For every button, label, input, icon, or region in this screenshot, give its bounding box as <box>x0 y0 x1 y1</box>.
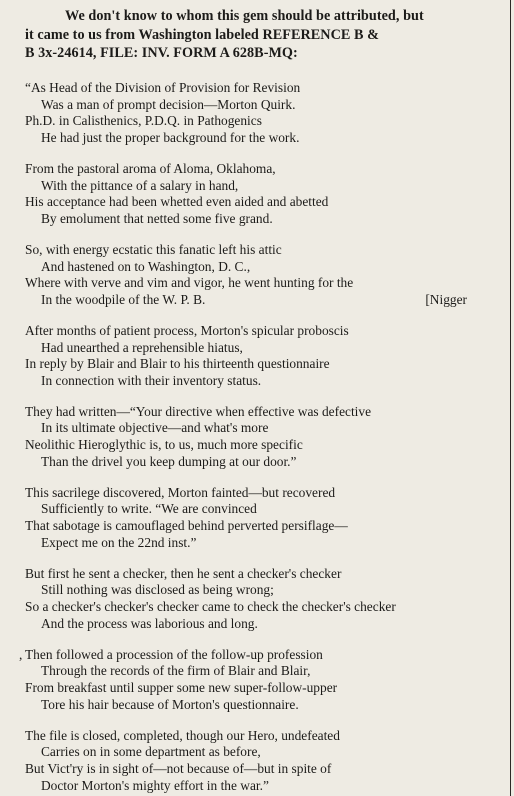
poem-line: This sacrilege discovered, Morton fainted—but recovered <box>25 484 336 500</box>
stanza-1 <box>25 80 505 146</box>
bracket-continuation: [Nigger <box>425 291 467 307</box>
stanza-7 <box>25 566 505 632</box>
poem-line: But first he sent a checker, then he sent a checker's checker <box>25 565 342 581</box>
poem-line: He had just the proper background for the work. <box>41 129 300 145</box>
poem-line: From the pastoral aroma of Aloma, Oklahoma, <box>25 160 276 176</box>
poem-line: They had written—“Your directive when effective was defective <box>25 403 372 419</box>
poem <box>19 80 505 796</box>
poem-line: His acceptance had been whetted even aided and abetted <box>25 194 329 210</box>
poem-line: Was a man of prompt decision—Morton Quirk. <box>41 96 296 112</box>
poem-line: So a checker's checker's checker came to check the checker's checker <box>25 599 396 614</box>
poem-line: And the process was laborious and long. <box>41 615 258 631</box>
poem-line: Sufficiently to write. “We are convinced <box>41 501 257 517</box>
poem-line: And hastened on to Washington, D. C., <box>41 258 251 274</box>
poem-line: Where with verve and vim and vigor, he went hunting for the <box>25 275 354 291</box>
poem-line-text: In the woodpile of the W. P. B. <box>41 291 206 307</box>
poem-line: Still nothing was disclosed as being wrong; <box>41 582 274 598</box>
poem-line <box>19 646 505 664</box>
stanza-6 <box>25 485 505 551</box>
poem-line: Had unearthed a reprehensible hiatus, <box>41 339 243 355</box>
stanza-2 <box>25 161 505 227</box>
intro-line: We don't know to whom this gem should be attributed, but <box>65 8 424 24</box>
poem-line: The file is closed, completed, though our Hero, undefeated <box>25 727 340 743</box>
poem-line: Neolithic Hieroglythic is, to us, much more specific <box>25 437 303 453</box>
stanza-8 <box>19 646 505 713</box>
poem-line: Doctor Morton's mighty effort in the war.” <box>41 777 269 793</box>
poem-line: After months of patient process, Morton's spicular proboscis <box>25 322 349 338</box>
poem-line: In reply by Blair and Blair to his thirteenth questionnaire <box>25 356 330 372</box>
poem-line: Through the records of the firm of Blair and Blair, <box>41 663 311 679</box>
poem-line: In its ultimate objective—and what's more <box>41 420 269 436</box>
poem-line <box>25 292 505 309</box>
poem-line: But Vict'ry is in sight of—not because of—but in spite of <box>25 760 332 776</box>
poem-line: Carries on in some department as before, <box>41 744 261 760</box>
poem-line: So, with energy ecstatic this fanatic left his attic <box>25 241 282 257</box>
poem-line: “As Head of the Division of Provision for Revision <box>25 80 301 95</box>
poem-line-text: Then followed a procession of the follow-up profession <box>25 646 323 662</box>
poem-line: In connection with their inventory status. <box>41 372 262 388</box>
stanza-5 <box>25 404 505 470</box>
poem-line: With the pittance of a salary in hand, <box>41 177 239 193</box>
poem-line: Tore his hair because of Morton's questionnaire. <box>41 696 299 712</box>
poem-line: Ph.D. in Calisthenics, P.D.Q. in Pathogenics <box>25 113 262 129</box>
stray-mark: , <box>19 646 23 662</box>
intro-paragraph <box>25 7 503 63</box>
stanza-4 <box>25 323 505 389</box>
stanza-9 <box>25 728 505 794</box>
intro-line: it came to us from Washington labeled REFERENCE B & <box>25 26 379 43</box>
intro-line: B 3x-24614, FILE: INV. FORM A 628B-MQ: <box>25 45 298 61</box>
poem-line: Expect me on the 22nd inst.” <box>41 534 197 550</box>
poem-line: Than the drivel you keep dumping at our door.” <box>41 453 297 469</box>
poem-line: By emolument that netted some five grand. <box>41 210 273 226</box>
poem-line: That sabotage is camouflaged behind perverted persiflage— <box>25 518 348 534</box>
stanza-3 <box>25 242 505 308</box>
poem-line: From breakfast until supper some new super-follow-upper <box>25 679 338 695</box>
page-edge-rule <box>510 0 511 796</box>
